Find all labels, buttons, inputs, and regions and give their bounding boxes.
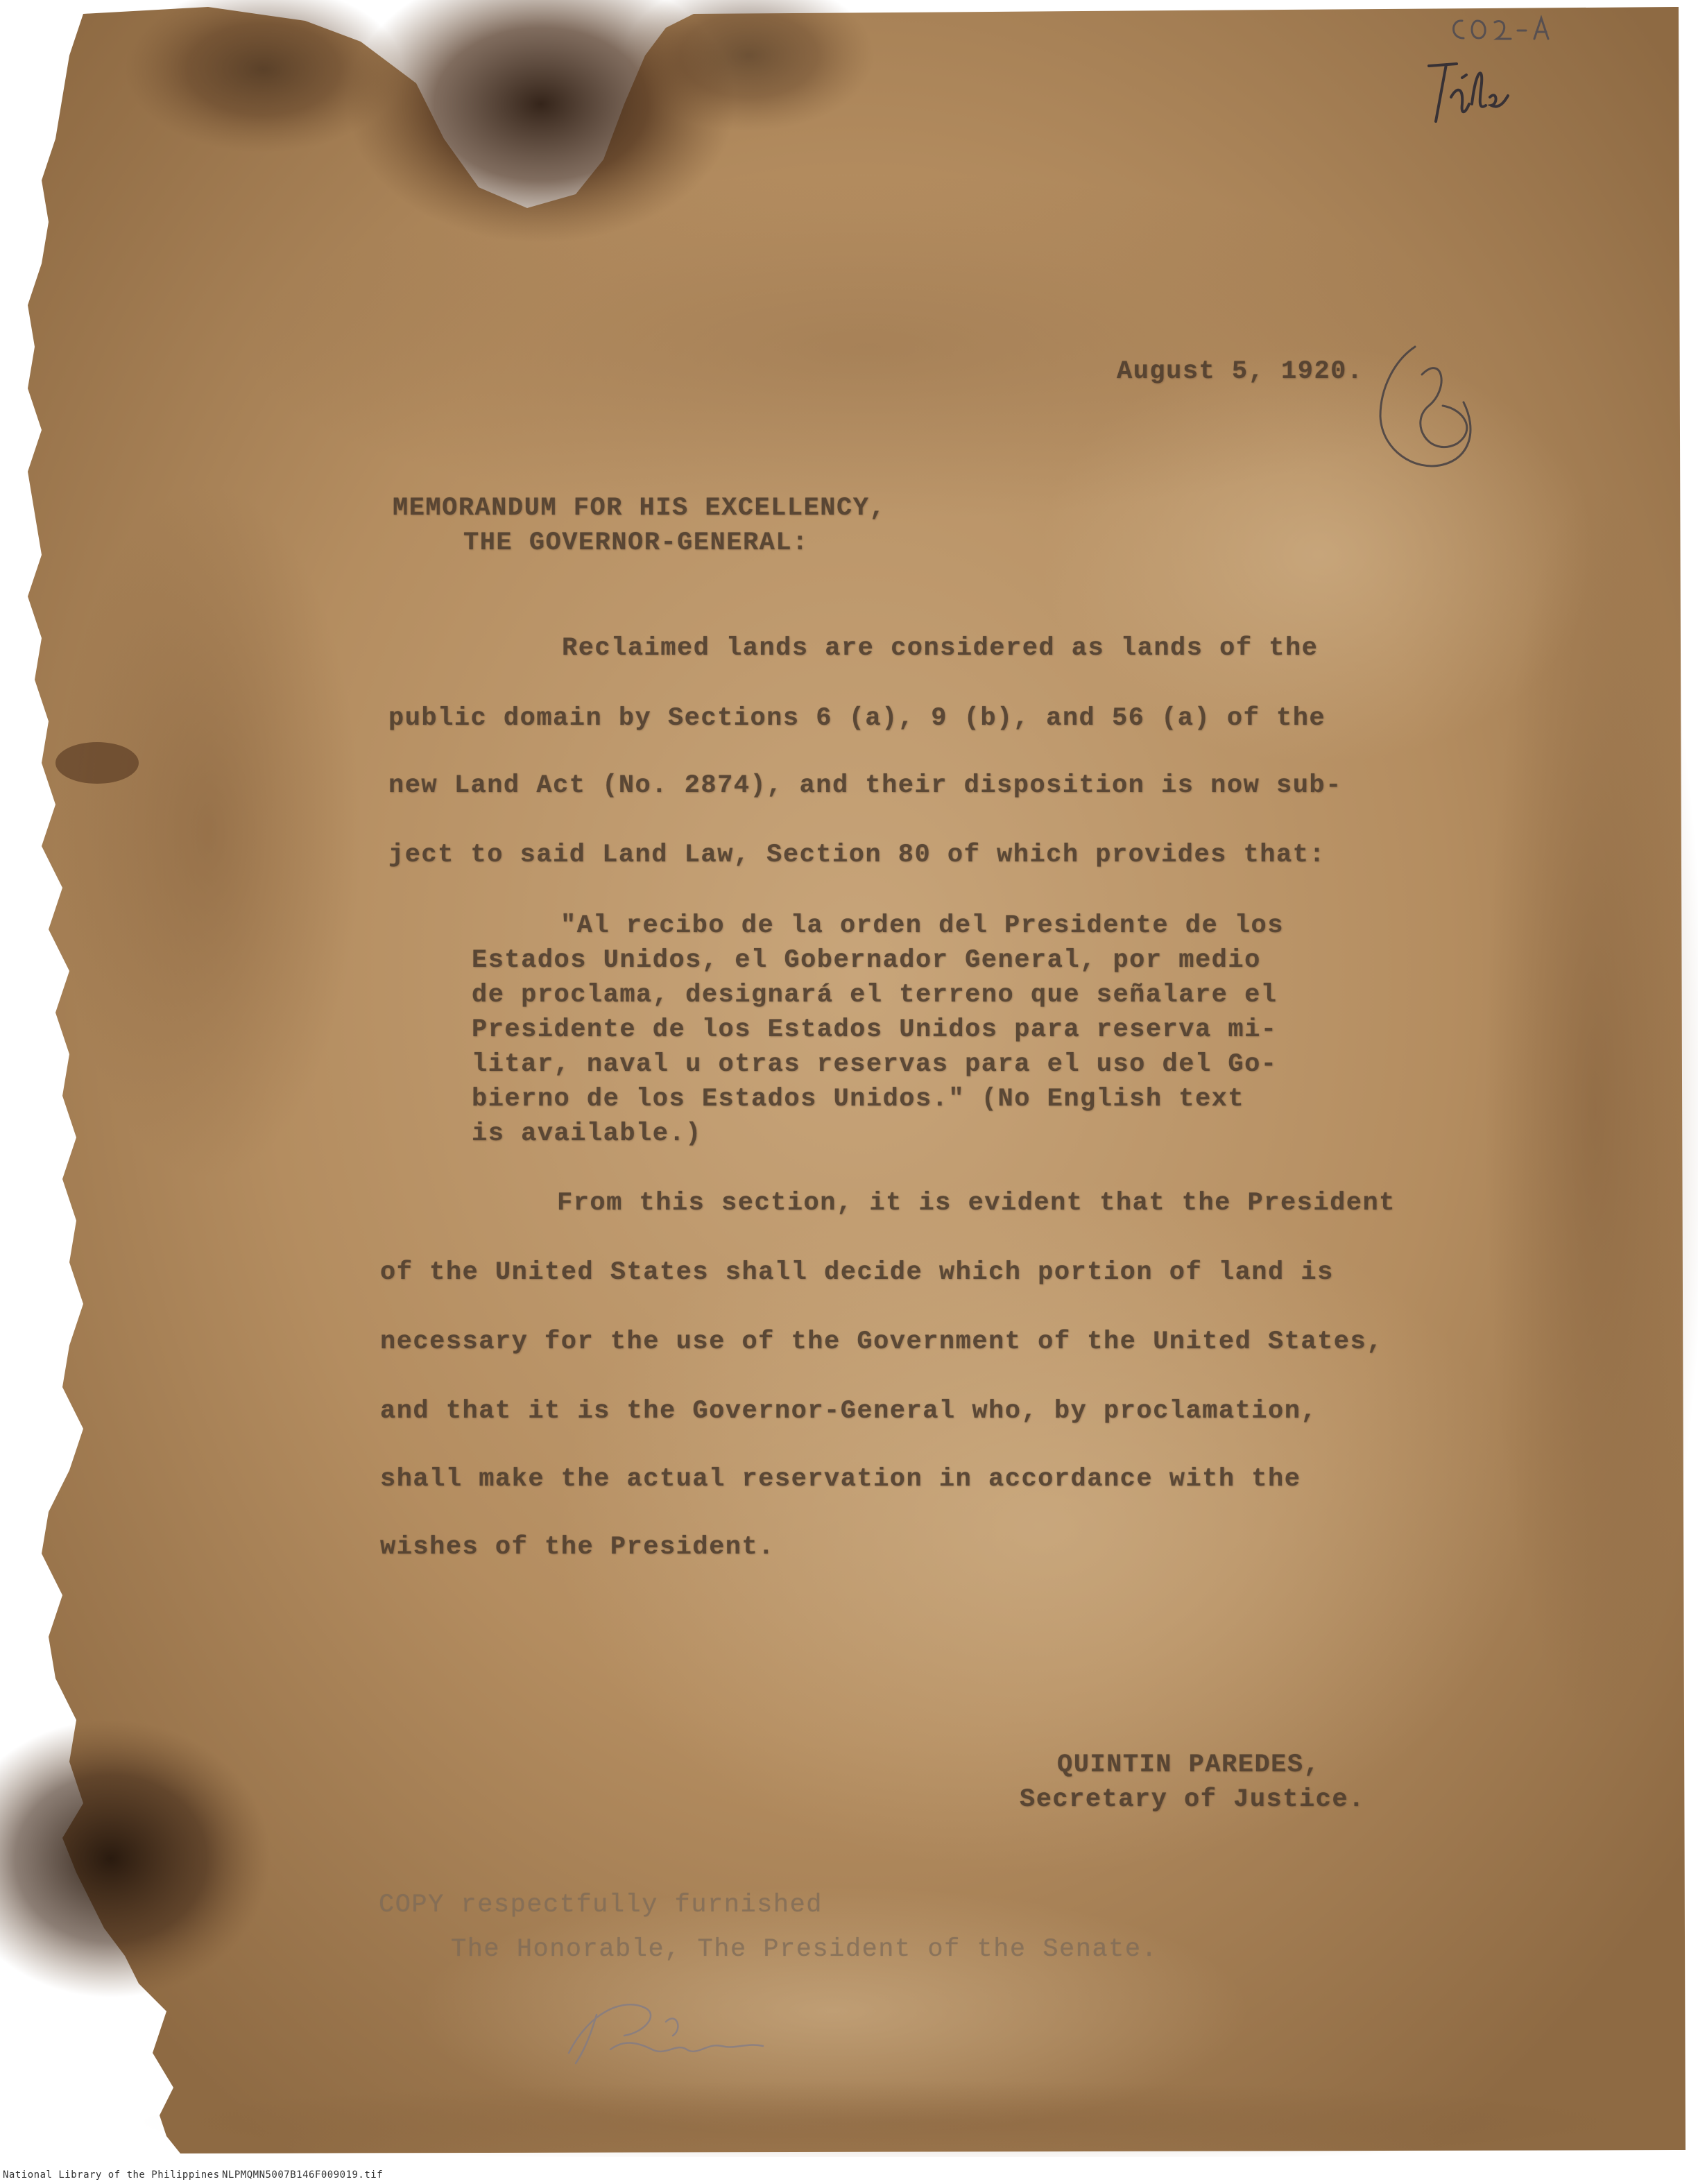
memo-paragraph-line: From this section, it is evident that the President bbox=[557, 1189, 1396, 1218]
memo-quote-line: de proclama, designará el terreno que señalare el bbox=[472, 981, 1278, 1010]
memo-paragraph-line: Reclaimed lands are considered as lands of the bbox=[562, 634, 1319, 663]
copy-furnished-line: COPY respectfully furnished bbox=[379, 1891, 823, 1920]
memo-quote-line: Presidente de los Estados Unidos para reserva mi- bbox=[472, 1015, 1278, 1044]
memo-date: August 5, 1920. bbox=[1117, 357, 1364, 386]
memo-paragraph-line: ject to said Land Law, Section 80 of which provides that: bbox=[388, 841, 1326, 870]
memo-paragraph-line: public domain by Sections 6 (a), 9 (b), and 56 (a) of the bbox=[388, 704, 1326, 733]
memo-quote-line: is available.) bbox=[472, 1119, 702, 1149]
memo-quote-line: bierno de los Estados Unidos." (No English text bbox=[472, 1085, 1245, 1114]
copy-recipient-line: The Honorable, The President of the Senate. bbox=[451, 1935, 1158, 1964]
memo-addressee-line2: THE GOVERNOR-GENERAL: bbox=[463, 528, 809, 558]
stain bbox=[55, 485, 361, 1179]
signatory-name: QUINTIN PAREDES, bbox=[1057, 1751, 1321, 1780]
memo-paragraph-line: necessary for the use of the Government of the United States, bbox=[380, 1327, 1383, 1357]
memo-paragraph-line: and that it is the Governor-General who, by proclamation, bbox=[380, 1397, 1318, 1426]
memo-addressee-line1: MEMORANDUM FOR HIS EXCELLENCY, bbox=[393, 494, 886, 523]
footer-filename: NLPMQMN5007B146F009019.tif bbox=[222, 2169, 384, 2181]
memo-quote-line: "Al recibo de la orden del Presidente de los bbox=[560, 911, 1284, 940]
memo-paragraph-line: shall make the actual reservation in accordance with the bbox=[380, 1465, 1301, 1494]
stain bbox=[243, 173, 1491, 520]
stain bbox=[55, 742, 139, 784]
signatory-title: Secretary of Justice. bbox=[1020, 1785, 1365, 1814]
stain bbox=[1484, 485, 1698, 1734]
memo-paragraph-line: of the United States shall decide which portion of land is bbox=[380, 1258, 1334, 1287]
memo-paragraph-line: new Land Act (No. 2874), and their disposition is now sub- bbox=[388, 771, 1342, 800]
memo-quote-line: litar, naval u otras reservas para el uso del Go- bbox=[472, 1050, 1278, 1079]
memo-paragraph-line: wishes of the President. bbox=[380, 1533, 775, 1562]
footer-library-name: National Library of the Philippines bbox=[3, 2169, 220, 2181]
memo-quote-line: Estados Unidos, el Gobernador General, por medio bbox=[472, 946, 1261, 975]
